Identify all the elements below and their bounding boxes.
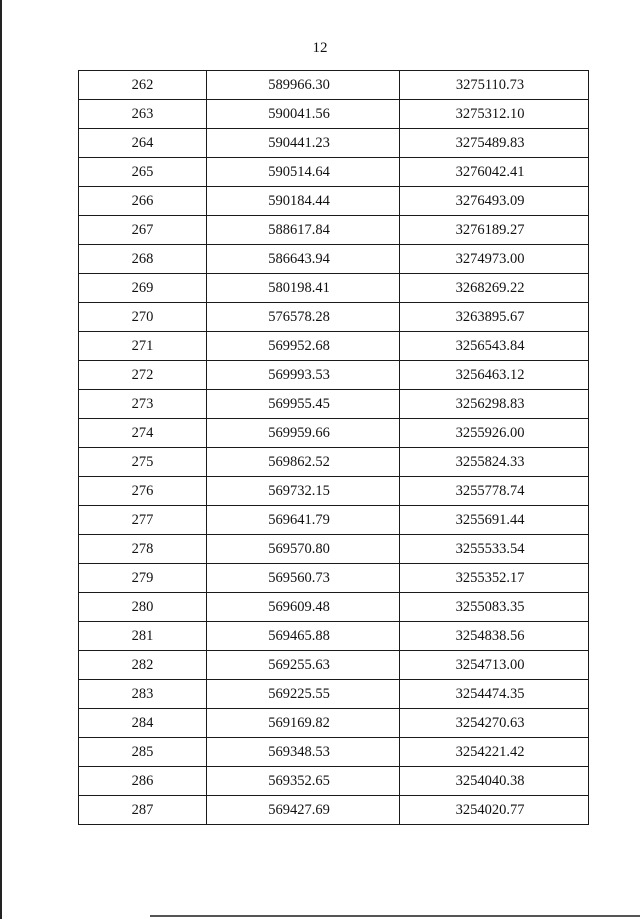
x-coordinate-cell: 569641.79 <box>207 506 400 535</box>
x-coordinate-cell: 569225.55 <box>207 680 400 709</box>
x-coordinate-cell: 580198.41 <box>207 274 400 303</box>
y-coordinate-cell: 3255691.44 <box>400 506 589 535</box>
table-row <box>79 332 589 361</box>
point-id-cell: 267 <box>79 216 207 245</box>
coordinate-table <box>78 70 589 825</box>
table-row <box>79 535 589 564</box>
y-coordinate-cell: 3254838.56 <box>400 622 589 651</box>
x-coordinate-cell: 589966.30 <box>207 71 400 100</box>
point-id-cell: 277 <box>79 506 207 535</box>
x-coordinate-cell: 569348.53 <box>207 738 400 767</box>
table-row <box>79 709 589 738</box>
y-coordinate-cell: 3254270.63 <box>400 709 589 738</box>
table-row <box>79 419 589 448</box>
x-coordinate-cell: 590041.56 <box>207 100 400 129</box>
point-id-cell: 271 <box>79 332 207 361</box>
y-coordinate-cell: 3255083.35 <box>400 593 589 622</box>
x-coordinate-cell: 588617.84 <box>207 216 400 245</box>
table-row <box>79 158 589 187</box>
table-row <box>79 738 589 767</box>
table-row <box>79 564 589 593</box>
x-coordinate-cell: 569959.66 <box>207 419 400 448</box>
y-coordinate-cell: 3256543.84 <box>400 332 589 361</box>
x-coordinate-cell: 569570.80 <box>207 535 400 564</box>
table-row <box>79 216 589 245</box>
y-coordinate-cell: 3276493.09 <box>400 187 589 216</box>
point-id-cell: 273 <box>79 390 207 419</box>
x-coordinate-cell: 569993.53 <box>207 361 400 390</box>
point-id-cell: 274 <box>79 419 207 448</box>
table-row <box>79 622 589 651</box>
point-id-cell: 285 <box>79 738 207 767</box>
y-coordinate-cell: 3254713.00 <box>400 651 589 680</box>
y-coordinate-cell: 3254474.35 <box>400 680 589 709</box>
table-row <box>79 303 589 332</box>
x-coordinate-cell: 569352.65 <box>207 767 400 796</box>
point-id-cell: 262 <box>79 71 207 100</box>
point-id-cell: 286 <box>79 767 207 796</box>
point-id-cell: 268 <box>79 245 207 274</box>
table-row <box>79 477 589 506</box>
point-id-cell: 272 <box>79 361 207 390</box>
x-coordinate-cell: 586643.94 <box>207 245 400 274</box>
y-coordinate-cell: 3263895.67 <box>400 303 589 332</box>
table-row <box>79 245 589 274</box>
page-edge-left <box>0 0 2 919</box>
y-coordinate-cell: 3275489.83 <box>400 129 589 158</box>
point-id-cell: 282 <box>79 651 207 680</box>
point-id-cell: 280 <box>79 593 207 622</box>
table-row <box>79 71 589 100</box>
point-id-cell: 281 <box>79 622 207 651</box>
x-coordinate-cell: 569732.15 <box>207 477 400 506</box>
y-coordinate-cell: 3268269.22 <box>400 274 589 303</box>
point-id-cell: 283 <box>79 680 207 709</box>
y-coordinate-cell: 3256463.12 <box>400 361 589 390</box>
y-coordinate-cell: 3254020.77 <box>400 796 589 825</box>
x-coordinate-cell: 569255.63 <box>207 651 400 680</box>
x-coordinate-cell: 576578.28 <box>207 303 400 332</box>
y-coordinate-cell: 3256298.83 <box>400 390 589 419</box>
page-edge-bottom <box>150 915 640 917</box>
page-number: 12 <box>312 40 328 56</box>
y-coordinate-cell: 3275312.10 <box>400 100 589 129</box>
table-row <box>79 593 589 622</box>
y-coordinate-cell: 3254221.42 <box>400 738 589 767</box>
x-coordinate-cell: 590184.44 <box>207 187 400 216</box>
table-row <box>79 274 589 303</box>
point-id-cell: 287 <box>79 796 207 825</box>
table-row <box>79 100 589 129</box>
point-id-cell: 263 <box>79 100 207 129</box>
x-coordinate-cell: 569955.45 <box>207 390 400 419</box>
point-id-cell: 275 <box>79 448 207 477</box>
y-coordinate-cell: 3276042.41 <box>400 158 589 187</box>
table-row <box>79 129 589 158</box>
y-coordinate-cell: 3255533.54 <box>400 535 589 564</box>
table-row <box>79 361 589 390</box>
y-coordinate-cell: 3255824.33 <box>400 448 589 477</box>
x-coordinate-cell: 569169.82 <box>207 709 400 738</box>
x-coordinate-cell: 590514.64 <box>207 158 400 187</box>
point-id-cell: 269 <box>79 274 207 303</box>
point-id-cell: 270 <box>79 303 207 332</box>
point-id-cell: 266 <box>79 187 207 216</box>
y-coordinate-cell: 3255926.00 <box>400 419 589 448</box>
x-coordinate-cell: 590441.23 <box>207 129 400 158</box>
table-row <box>79 187 589 216</box>
coordinate-table-body <box>79 71 589 825</box>
x-coordinate-cell: 569427.69 <box>207 796 400 825</box>
table-row <box>79 506 589 535</box>
point-id-cell: 284 <box>79 709 207 738</box>
table-row <box>79 651 589 680</box>
y-coordinate-cell: 3255352.17 <box>400 564 589 593</box>
y-coordinate-cell: 3254040.38 <box>400 767 589 796</box>
x-coordinate-cell: 569560.73 <box>207 564 400 593</box>
point-id-cell: 279 <box>79 564 207 593</box>
x-coordinate-cell: 569862.52 <box>207 448 400 477</box>
y-coordinate-cell: 3255778.74 <box>400 477 589 506</box>
x-coordinate-cell: 569952.68 <box>207 332 400 361</box>
x-coordinate-cell: 569609.48 <box>207 593 400 622</box>
table-row <box>79 796 589 825</box>
y-coordinate-cell: 3274973.00 <box>400 245 589 274</box>
point-id-cell: 278 <box>79 535 207 564</box>
table-row <box>79 767 589 796</box>
point-id-cell: 265 <box>79 158 207 187</box>
point-id-cell: 264 <box>79 129 207 158</box>
point-id-cell: 276 <box>79 477 207 506</box>
x-coordinate-cell: 569465.88 <box>207 622 400 651</box>
y-coordinate-cell: 3275110.73 <box>400 71 589 100</box>
table-row <box>79 448 589 477</box>
y-coordinate-cell: 3276189.27 <box>400 216 589 245</box>
table-row <box>79 390 589 419</box>
table-row <box>79 680 589 709</box>
